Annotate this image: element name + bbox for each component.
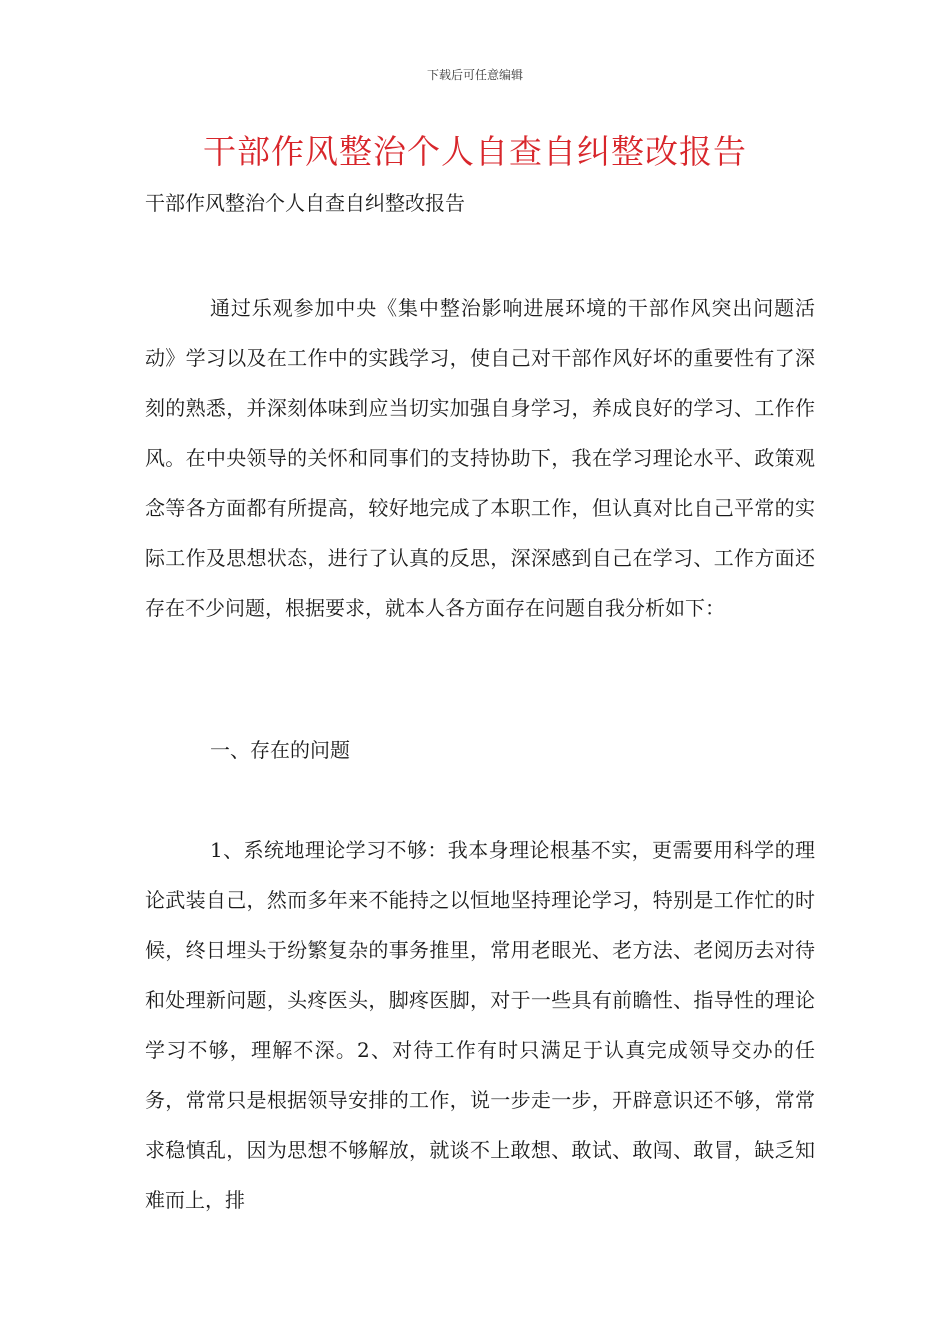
intro-paragraph: 通过乐观参加中央《集中整治影响进展环境的干部作风突出问题活动》学习以及在工作中的实践学习，使自己对干部作风好坏的重要性有了深刻的熟悉，并深刻体味到应当切实加强自身学习，养成良好的学习、工作作风。在中央领导的关怀和同事们的支持协助下，我在学习理论水平、政策观念等各方面都有所提高，较好地完成了本职工作，但认真对比自己平常的实际工作及思想状态，进行了认真的反思，深深感到自己在学习、工作方面还存在不少问题，根据要求，就本人各方面存在问题自我分析如下：	[145, 296, 815, 620]
document-subtitle: 干部作风整治个人自查自纠整改报告	[145, 191, 465, 215]
document-title: 干部作风整治个人自查自纠整改报告	[203, 132, 747, 171]
problems-paragraph: 1、系统地理论学习不够：我本身理论根基不实，更需要用科学的理论武装自己，然而多年来不能持之以恒地坚持理论学习，特别是工作忙的时候，终日埋头于纷繁复杂的事务推里，常用老眼光、老方法、老阅历去对待和处理新问题，头疼医头，脚疼医脚，对于一些具有前瞻性、指导性的理论学习不够，理解不深。2、对待工作有时只满足于认真完成领导交办的任务，常常只是根据领导安排的工作，说一步走一步，开辟意识还不够，常常求稳慎乱，因为思想不够解放，就谈不上敢想、敢试、敢闯、敢冒，缺乏知难而上，排	[145, 838, 815, 1212]
header-note: 下载后可任意编辑	[426, 68, 523, 82]
section-heading: 一、存在的问题	[210, 738, 350, 762]
